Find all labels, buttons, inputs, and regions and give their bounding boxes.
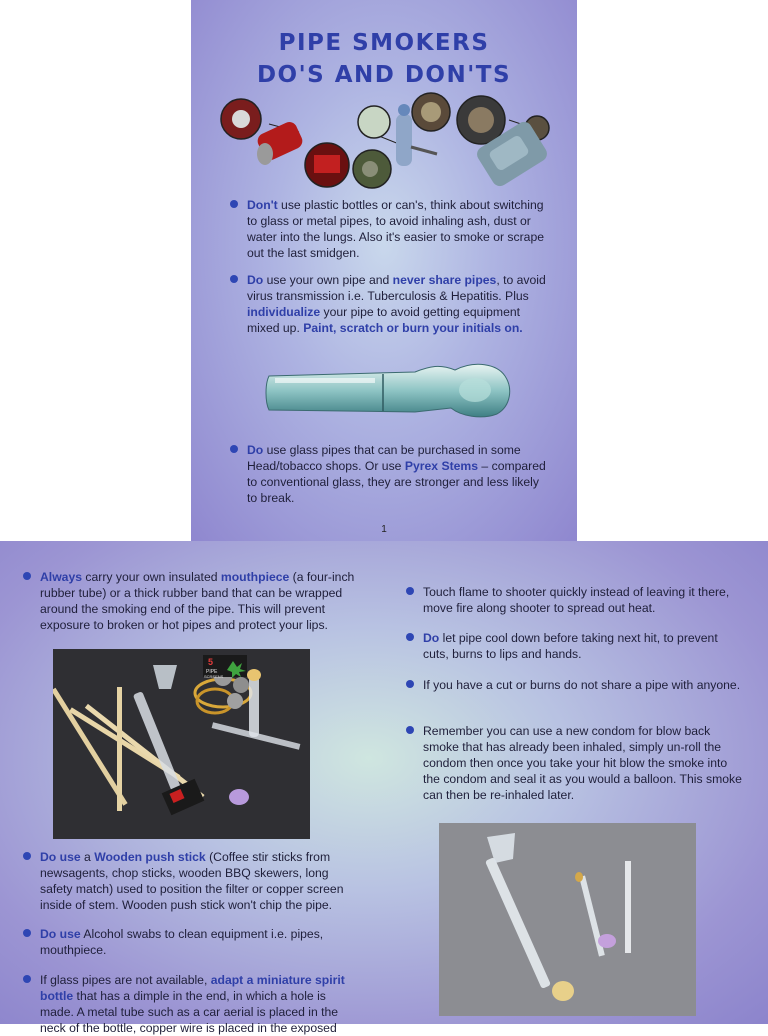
page-number: 1: [381, 524, 387, 535]
emphasis: Paint, scratch or burn your initials on.: [303, 321, 523, 335]
bullet-dot-icon: [230, 275, 238, 283]
bullet-dot-icon: [23, 572, 31, 580]
glass-stems-photo: [439, 823, 696, 1016]
bullet-always-mouthpiece: [40, 569, 358, 633]
bullet-dot-icon: [406, 726, 414, 734]
bullet-text: your pipe to avoid getting equipment mixed up.: [247, 305, 521, 335]
emphasis: adapt a miniature spirit bottle: [40, 973, 345, 1003]
bullet-text: , to avoid virus transmission i.e. Tuberculosis & Hepatitis. Plus: [247, 273, 546, 303]
bullet-text: Alcohol swabs to clean equipment i.e. pipes, mouthpiece.: [40, 927, 324, 957]
emphasis: Do: [247, 273, 264, 287]
bullet-text: a: [80, 850, 95, 864]
bullet-dot-icon: [406, 633, 414, 641]
pack-label-number: 5: [208, 657, 214, 667]
bullet-do-let-cool: [423, 630, 743, 662]
title-line-2: DO'S AND DON'TS: [256, 62, 512, 88]
pipe-collage-image: [219, 92, 551, 192]
pipe-kit-photo: [53, 649, 310, 839]
bullet-text: use glass pipes that can be purchased in some Head/tobacco shops. Or use: [247, 443, 521, 473]
emphasis: Do: [247, 443, 264, 457]
emphasis: Pyrex Stems: [404, 459, 479, 473]
bullet-text: If you have a cut or burns do not share a pipe with anyone.: [423, 678, 741, 692]
bullet-text: carry your own insulated: [82, 570, 221, 584]
bullet-spirit-bottle: [40, 972, 358, 1036]
emphasis: Always: [40, 570, 83, 584]
bullet-text: use your own pipe and: [263, 273, 393, 287]
emphasis: Wooden push stick: [94, 850, 206, 864]
bullet-text: (a four-inch rubber tube) or a thick rubber band that can be wrapped around the smoking end of the pipe. This will prevent exposure to broken or hot pipes and protect your lips.: [40, 570, 355, 632]
bullet-dot-icon: [23, 929, 31, 937]
bullet-do-glass-pipes: [247, 442, 552, 506]
emphasis: never share pipes: [392, 273, 497, 287]
bullet-text: If glass pipes are not available,: [40, 973, 211, 987]
bullet-dot-icon: [406, 680, 414, 688]
emphasis: mouthpiece: [220, 570, 290, 584]
bullet-dot-icon: [230, 200, 238, 208]
bullet-dot-icon: [406, 587, 414, 595]
title-line-1: PIPE SMOKERS: [278, 30, 490, 56]
emphasis: individualize: [247, 305, 321, 319]
emphasis: Do use: [40, 850, 81, 864]
bullet-do-use-alcohol-swabs: [40, 926, 358, 958]
bullet-text: that has a dimple in the end, in which a hole is made. A metal tube such as a car aerial is placed in the neck of the bottle, copper wire is placed in the exposed: [40, 989, 339, 1035]
bullet-text: use plastic bottles or can's, think about switching to glass or metal pipes, to avoid inhaling ash, dust or water into the lungs. Also it's easier to smoke or scrape out the last smidgen.: [247, 198, 544, 260]
bullet-text: – compared to conventional glass, they are stronger and less likely to break.: [247, 459, 546, 505]
bullet-dot-icon: [230, 445, 238, 453]
emphasis: Don't: [247, 198, 278, 212]
bullet-cut-or-burns: [423, 677, 743, 693]
bullet-text: Touch flame to shooter quickly instead of leaving it there, move fire along shooter to spread out heat.: [423, 585, 730, 615]
bullet-touch-flame: [423, 584, 743, 616]
emphasis: Do: [423, 631, 440, 645]
bullet-dont-plastic: [247, 197, 552, 261]
pack-label-word2: SCREENS: [204, 674, 224, 679]
emphasis: Do use: [40, 927, 81, 941]
page-one: [191, 0, 577, 541]
bullet-text: let pipe cool down before taking next hit, to prevent cuts, burns to lips and hands.: [423, 631, 718, 661]
bullet-do-use-push-stick: [40, 849, 358, 913]
pack-label-word: PIPE: [206, 669, 218, 675]
bullet-do-own-pipe: [247, 272, 552, 336]
glass-pipe-image: [265, 362, 513, 420]
bullet-dot-icon: [23, 852, 31, 860]
bullet-condom-blowback: [423, 723, 745, 803]
bullet-text: Remember you can use a new condom for blow back smoke that has already been inhaled, simply un-roll the condom then once you take your hit blow the smoke into the condom and seal it as you would a balloon. This smoke can then be re-inhaled later.: [423, 724, 742, 802]
page-two: [0, 541, 768, 1035]
bullet-dot-icon: [23, 975, 31, 983]
bullet-text: (Coffee stir sticks from newsagents, chop sticks, wooden BBQ skewers, long safety match) used to position the filter or copper screen inside of stem. Wooden push stick won't chip the pipe.: [40, 850, 344, 912]
